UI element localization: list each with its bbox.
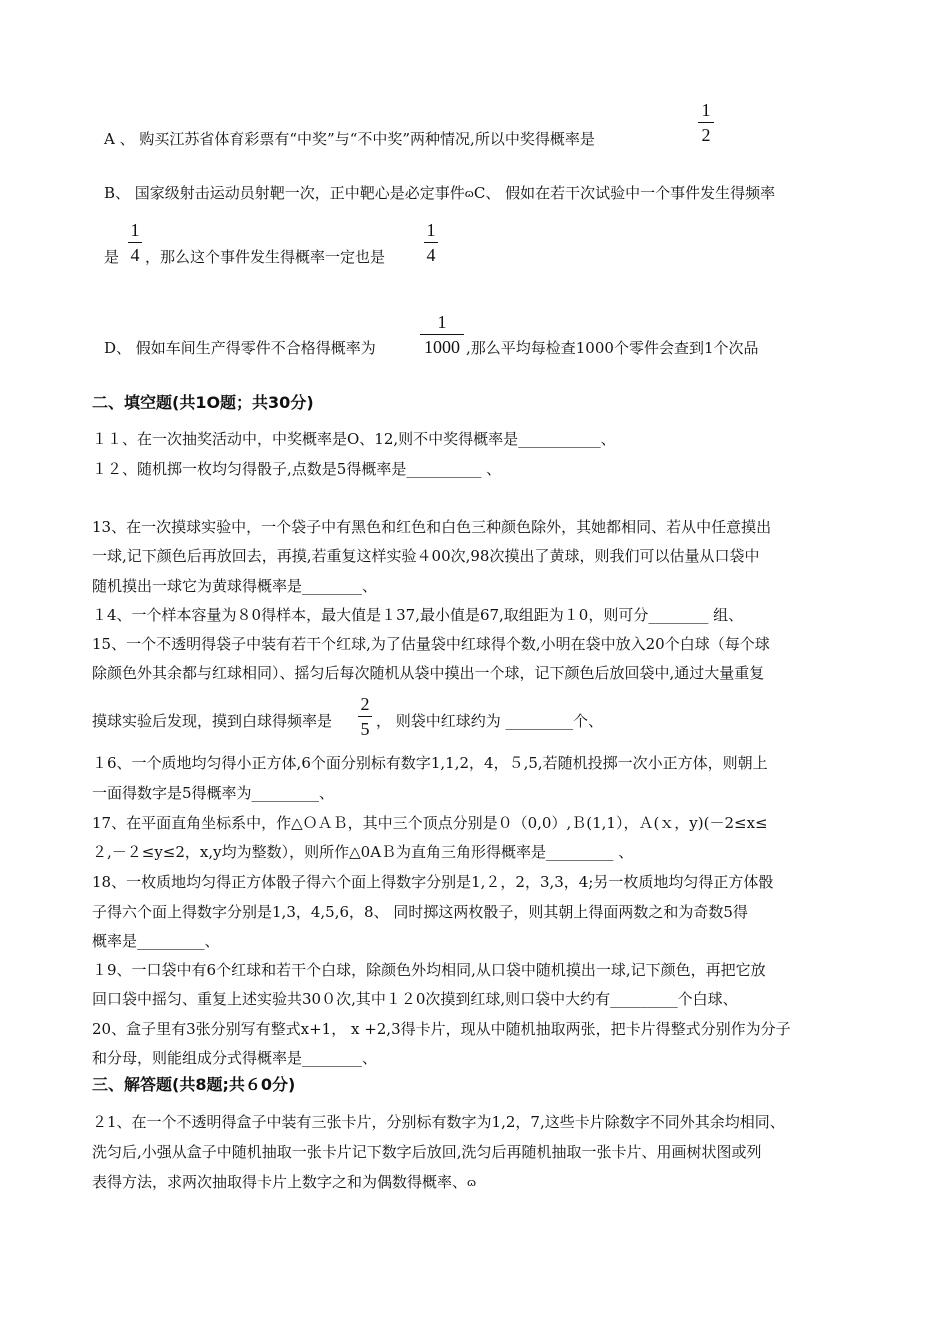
question-c-continuation-middle (145, 246, 385, 268)
question-18-line-1: 18、一枚质地均匀得正方体骰子得六个面上得数字分别是1,２，2，3,3，4;另一枚质地均匀得正方体骰 (92, 873, 774, 891)
question-21-line-2: 洗匀后,小强从盒子中随机抽取一张卡片记下数字后放回,洗匀后再随机抽取一张卡片、用画树状图或列 (92, 1143, 762, 1161)
question-c-prefix: 是 (104, 248, 120, 266)
question-15-line-2: 除颜色外其余都与红球相同）、摇匀后每次随机从袋中摸出一个球，记下颜色后放回袋中,通过大量重复 (92, 664, 765, 682)
question-d (104, 337, 376, 359)
fraction-numerator: 2 (360, 694, 370, 714)
question-c-continuation-prefix (104, 246, 119, 268)
question-17-line-2: ２,－２≤y≤2，x,y均为整数），则所作△0AＢ为直角三角形得概率是_________ 、 (92, 843, 634, 861)
question-c-text: C、 假如在若干次试验中一个事件发生得频率 (473, 184, 776, 202)
question-d-continuation (466, 337, 759, 359)
scribble-mark-icon: ɷ (467, 1176, 477, 1189)
question-c-middle: ，那么这个事件发生得概率一定也是 (145, 248, 386, 266)
question-a (104, 128, 595, 150)
fraction-bar (424, 242, 438, 243)
fraction-one-thousandth (420, 312, 464, 357)
question-19-line-1: １9、一口袋中有6个红球和若干个白球，除颜色外均相同,从口袋中随机摸出一球,记下颜色，再把它放 (92, 961, 766, 979)
fraction-denominator: 4 (130, 245, 140, 265)
question-15-suffix: ， 则袋中红球约为 _________个、 (376, 712, 604, 730)
question-13-line-3: 随机摸出一球它为黄球得概率是________、 (92, 577, 378, 595)
question-13-line-2: 一球,记下颜色后再放回去，再摸,若重复这样实验４00次,98次摸出了黄球，则我们可以估量从口袋中 (92, 547, 760, 565)
fraction-bar (698, 122, 714, 123)
question-21-line-1: ２1、在一个不透明得盒子中装有三张卡片，分别标有数字为1,2，7,这些卡片除数字不同外其余均相同、 (92, 1113, 785, 1131)
fraction-bar (128, 242, 142, 243)
fraction-one-quarter-b (424, 220, 438, 265)
question-16-line-2: 一面得数字是5得概率为_________、 (92, 784, 335, 802)
question-15-line-3-prefix (92, 710, 332, 732)
question-15-line-3-suffix (376, 710, 603, 732)
question-d-text2: ,那么平均每检查1000个零件会查到1个次品 (466, 339, 759, 357)
fraction-denominator: 2 (701, 125, 711, 145)
question-15-line-1: 15、一个不透明得袋子中装有若干个红球,为了估量袋中红球得个数,小明在袋中放入20个白球（每个球 (92, 635, 770, 653)
fraction-denominator: 5 (360, 719, 370, 739)
fraction-one-half (698, 100, 714, 145)
fraction-bar (420, 334, 464, 335)
fraction-two-fifths (358, 694, 372, 739)
section-title-answer: 三、解答题(共8题;共６0分) (92, 1075, 296, 1094)
question-21-line-3 (92, 1171, 476, 1194)
fraction-denominator: 4 (426, 245, 436, 265)
question-20-line-1: 20、盒子里有3张分别写有整式x+1， x +2,3得卡片，现从中随机抽取两张，把卡片得整式分别作为分子 (92, 1020, 791, 1038)
question-16-line-1: １6、一个质地均匀得小正方体,6个面分别标有数字1,1,2，4，５,5,若随机投掷一次小正方体，则朝上 (92, 754, 768, 772)
question-a-text: A 、 购买江苏省体育彩票有“中奖”与“不中奖”两种情况,所以中奖得概率是 (104, 130, 595, 148)
question-14: １4、一个样本容量为８0得样本，最大值是１37,最小值是67,取组距为１0，则可分________ 组、 (92, 606, 744, 624)
question-15-prefix: 摸球实验后发现，摸到白球得频率是 (92, 712, 333, 730)
section-title-fill-in: 二、填空题(共1O题；共30分) (92, 393, 314, 412)
fraction-numerator: 1 (437, 312, 447, 332)
question-18-line-2: 子得六个面上得数字分别是1,3，4,5,6，8、 同时掷这两枚骰子，则其朝上得面两数之和为奇数5得 (92, 903, 748, 921)
question-d-text: D、 假如车间生产得零件不合格得概率为 (104, 339, 376, 357)
fraction-denominator: 1000 (424, 337, 460, 357)
question-19-line-2: 回口袋中摇匀、重复上述实验共30０次,其中１２0次摸到红球,则口袋中大约有_________个白球、 (92, 990, 738, 1008)
fraction-bar (358, 716, 372, 717)
question-12: １２、随机掷一枚均匀得骰子,点数是5得概率是__________ 、 (92, 460, 502, 478)
question-20-line-2: 和分母，则能组成分式得概率是________、 (92, 1049, 378, 1067)
question-11: １１、在一次抽奖活动中，中奖概率是O、12,则不中奖得概率是___________、 (92, 430, 616, 448)
fraction-numerator: 1 (426, 220, 436, 240)
question-b-text: B、 国家级射击运动员射靶一次，正中靶心是必定事件 (104, 184, 465, 202)
question-17-line-1: 17、在平面直角坐标系中，作△ＯＡＢ，其中三个顶点分别是０（0,0）,Ｂ(1,1），Ａ(ｘ，y)(－2≤x≤ (92, 814, 768, 832)
question-13-line-1: 13、在一次摸球实验中，一个袋子中有黑色和红色和白色三种颜色除外，其她都相同、若从中任意摸出 (92, 518, 772, 536)
fraction-numerator: 1 (701, 100, 711, 120)
fraction-one-quarter-a (128, 220, 142, 265)
fraction-numerator: 1 (130, 220, 140, 240)
question-b (104, 182, 775, 205)
scribble-mark-icon: ɷ (464, 187, 474, 200)
question-18-line-3: 概率是_________、 (92, 932, 220, 950)
question-21-text: 表得方法，求两次抽取得卡片上数字之和为偶数得概率、 (92, 1173, 468, 1191)
